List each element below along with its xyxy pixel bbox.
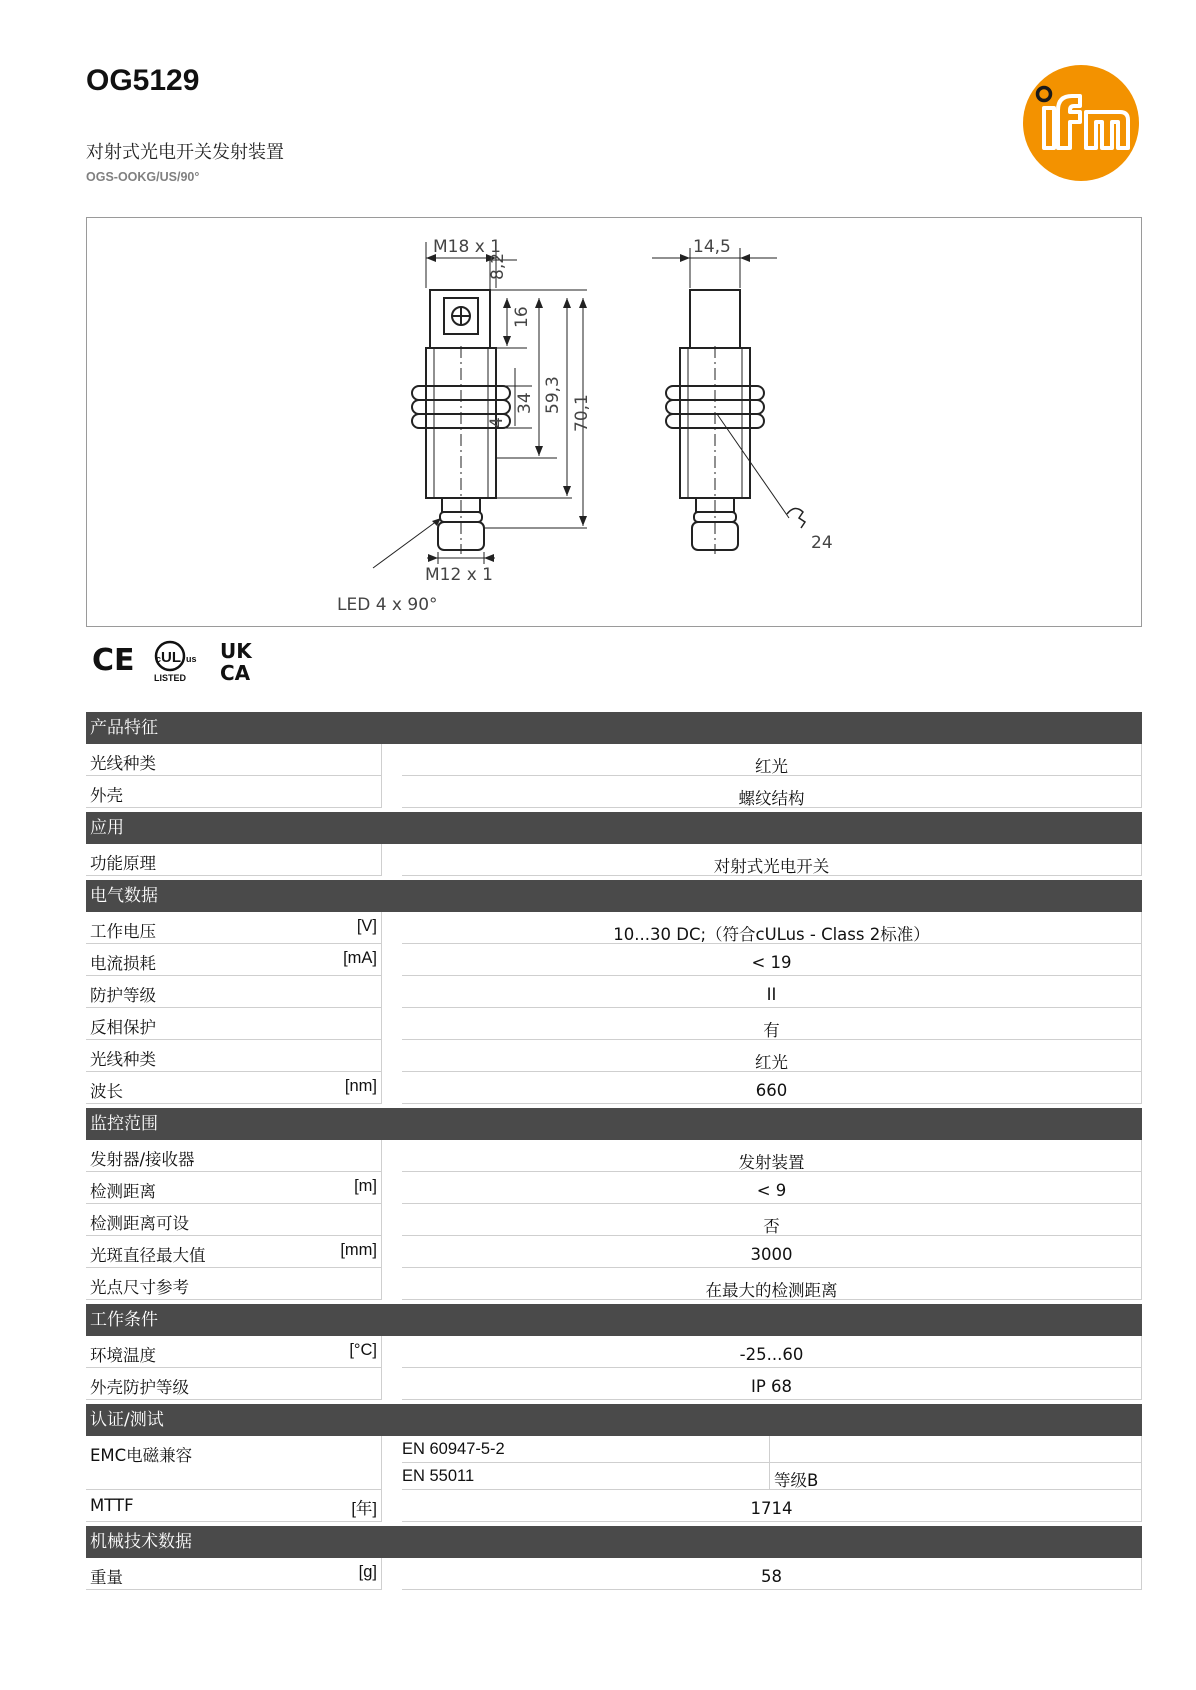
spec-label-cell xyxy=(86,944,382,976)
dim-16: 16 xyxy=(512,306,532,328)
spec-value: 10...30 DC;（符合cULus - Class 2标准） xyxy=(402,912,1142,944)
spec-label: 外壳 xyxy=(90,786,123,805)
section-header: 认证/测试 xyxy=(86,1404,1142,1436)
spec-label-cell xyxy=(86,1204,382,1236)
spec-value: II xyxy=(402,976,1142,1008)
spec-value: 在最大的检测距离 xyxy=(402,1268,1142,1300)
spec-label-cell xyxy=(86,1172,382,1204)
dim-m18: M18 x 1 xyxy=(433,237,501,257)
spec-label-cell xyxy=(86,912,382,944)
spec-label: MTTF xyxy=(90,1496,134,1515)
dim-59-3: 59,3 xyxy=(543,376,563,414)
svg-text:c: c xyxy=(156,654,162,664)
spec-row xyxy=(86,1490,1142,1522)
svg-text:us: us xyxy=(186,654,197,664)
spec-value: < 19 xyxy=(402,944,1142,976)
spec-row xyxy=(86,1008,1142,1040)
section-header: 电气数据 xyxy=(86,880,1142,912)
svg-text:CE: CE xyxy=(92,643,135,678)
spec-value: 58 xyxy=(402,1558,1142,1590)
dimension-drawing xyxy=(86,217,1142,627)
spec-row xyxy=(86,912,1142,944)
spec-value: 660 xyxy=(402,1072,1142,1104)
spec-row xyxy=(86,744,1142,776)
spec-label: EMC电磁兼容 xyxy=(90,1446,193,1465)
spec-row xyxy=(86,1236,1142,1268)
spec-label: 防护等级 xyxy=(90,986,156,1005)
spec-value: 红光 xyxy=(402,744,1142,776)
standard-name: EN 55011 xyxy=(402,1463,770,1490)
product-code: OG5129 xyxy=(86,64,200,97)
spec-value: 1714 xyxy=(402,1490,1142,1522)
spec-unit: [g] xyxy=(358,1563,377,1581)
spec-label: 工作电压 xyxy=(90,922,156,941)
dim-m12: M12 x 1 xyxy=(425,565,493,585)
spec-label-cell xyxy=(86,1008,382,1040)
spec-row xyxy=(86,776,1142,808)
spec-label-cell xyxy=(86,1040,382,1072)
standard-class: 等级B xyxy=(770,1463,1142,1490)
section-header: 监控范围 xyxy=(86,1108,1142,1140)
ifm-logo xyxy=(1022,64,1140,182)
spec-label-cell xyxy=(86,744,382,776)
spec-row xyxy=(86,1072,1142,1104)
spec-label: 光线种类 xyxy=(90,754,156,773)
spec-label: 重量 xyxy=(90,1568,123,1587)
section-header: 产品特征 xyxy=(86,712,1142,744)
spec-multi-value xyxy=(402,1436,1142,1490)
spec-label-cell xyxy=(86,1140,382,1172)
spec-value: 否 xyxy=(402,1204,1142,1236)
svg-text:CA: CA xyxy=(220,661,251,684)
specification-table xyxy=(86,712,1142,1590)
spec-row xyxy=(86,1336,1142,1368)
section-header: 机械技术数据 xyxy=(86,1526,1142,1558)
spec-row xyxy=(86,1268,1142,1300)
spec-unit: [m] xyxy=(354,1177,377,1195)
spec-unit: [mA] xyxy=(343,949,377,967)
spec-value: < 9 xyxy=(402,1172,1142,1204)
spec-unit: [V] xyxy=(356,917,377,935)
spec-value: -25...60 xyxy=(402,1336,1142,1368)
spec-value: 对射式光电开关 xyxy=(402,844,1142,876)
spec-row xyxy=(86,944,1142,976)
spec-label: 光点尺寸参考 xyxy=(90,1278,189,1297)
spec-row xyxy=(86,1204,1142,1236)
spec-value: 螺纹结构 xyxy=(402,776,1142,808)
spec-row xyxy=(86,1436,1142,1490)
spec-label: 光线种类 xyxy=(90,1050,156,1069)
svg-text:LISTED: LISTED xyxy=(154,673,187,683)
svg-text:UL: UL xyxy=(161,649,181,666)
spec-row xyxy=(86,844,1142,876)
spec-value: 有 xyxy=(402,1008,1142,1040)
spec-label: 检测距离 xyxy=(90,1182,156,1201)
spec-row xyxy=(86,1172,1142,1204)
ce-mark-icon xyxy=(92,643,135,678)
spec-label-cell xyxy=(86,1072,382,1104)
spec-label: 波长 xyxy=(90,1082,123,1101)
spec-unit: [°C] xyxy=(349,1341,377,1359)
spec-row xyxy=(86,1040,1142,1072)
spec-label: 光斑直径最大值 xyxy=(90,1246,206,1265)
dim-4: 4 xyxy=(487,417,507,428)
spec-label: 反相保护 xyxy=(90,1018,156,1037)
spec-label-cell xyxy=(86,1236,382,1268)
spec-label: 外壳防护等级 xyxy=(90,1378,189,1397)
spec-value: 发射装置 xyxy=(402,1140,1142,1172)
cul-listed-icon xyxy=(154,642,197,683)
spec-row xyxy=(86,1558,1142,1590)
wrench-size: 24 xyxy=(811,533,833,553)
spec-unit: [nm] xyxy=(344,1077,377,1095)
spec-label-cell xyxy=(86,1268,382,1300)
spec-row xyxy=(86,1140,1142,1172)
spec-label-cell xyxy=(86,844,382,876)
spec-label: 功能原理 xyxy=(90,854,156,873)
dim-34: 34 xyxy=(515,392,535,414)
spec-value: 3000 xyxy=(402,1236,1142,1268)
spec-label-cell xyxy=(86,776,382,808)
standard-name: EN 60947-5-2 xyxy=(402,1436,770,1463)
spec-label-cell xyxy=(86,976,382,1008)
led-label: LED 4 x 90° xyxy=(337,595,438,615)
dim-8-2: 8,2 xyxy=(488,252,508,280)
standard-class xyxy=(770,1436,1142,1463)
spec-label-cell xyxy=(86,1336,382,1368)
article-code: OGS-OOKG/US/90° xyxy=(86,170,200,184)
spec-label: 电流损耗 xyxy=(90,954,156,973)
spec-label-cell xyxy=(86,1558,382,1590)
spec-value: 红光 xyxy=(402,1040,1142,1072)
ukca-mark-icon xyxy=(220,639,253,684)
spec-label: 环境温度 xyxy=(90,1346,156,1365)
spec-label-cell xyxy=(86,1436,382,1490)
svg-text:UK: UK xyxy=(220,639,252,663)
spec-row xyxy=(86,976,1142,1008)
spec-label-cell xyxy=(86,1368,382,1400)
spec-label: 检测距离可设 xyxy=(90,1214,189,1233)
spec-row xyxy=(86,1368,1142,1400)
spec-unit: [年] xyxy=(351,1500,377,1518)
dim-70-1: 70,1 xyxy=(572,394,592,432)
spec-unit: [mm] xyxy=(340,1241,377,1259)
spec-value: IP 68 xyxy=(402,1368,1142,1400)
product-subtitle: 对射式光电开关发射装置 xyxy=(86,142,284,163)
certification-marks xyxy=(92,638,267,684)
section-header: 工作条件 xyxy=(86,1304,1142,1336)
section-header: 应用 xyxy=(86,812,1142,844)
dim-14-5: 14,5 xyxy=(693,237,731,257)
spec-label-cell xyxy=(86,1490,382,1522)
spec-label: 发射器/接收器 xyxy=(90,1150,195,1169)
